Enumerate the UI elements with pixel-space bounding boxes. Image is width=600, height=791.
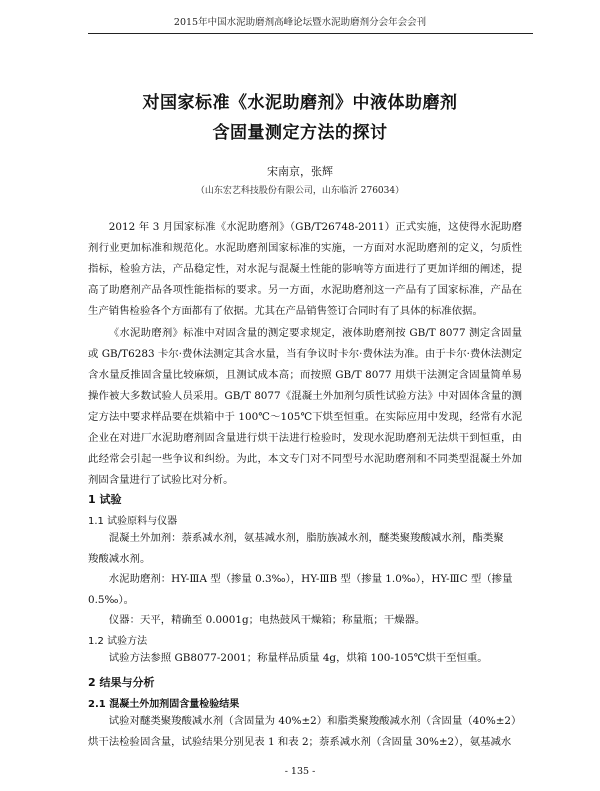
header-rule (88, 33, 533, 34)
paragraph-text: 《水泥助磨剂》标准中对固含量的测定要求规定，液体助磨剂按 GB/T 8077 测定含固量或 GB/T6283 卡尔·费休法测定其含水量，当有争议时卡尔·费休法为准。由于卡尔·费休法测定含水量反推固含量比较麻烦，且测试成本高；而按照 GB/T 8077 用烘干法测定含固量简单易操作被大多数试验人员采用。GB/T 8077《混凝土外加剂匀质性试验方法》中对固体含量的测定方法中要求样品要在烘箱中于 100℃～105℃下烘至恒重。在实际应用中发现，经常有水泥企业在对进厂水泥助磨剂固含量进行烘干法进行检验时，发现水泥助磨剂无法烘干到恒重，由此经常会引起一些争议和纠纷。为此，本文专门对不同型号水泥助磨剂和不同类型混凝土外加剂固含量进行了试验比对分析。 (88, 327, 522, 486)
grinding-aid-line-2: 0.5‰）。 (88, 594, 135, 606)
admixture-line-1: 混凝土外加剂：萘系减水剂，氨基减水剂，脂肪族减水剂，醚类聚羧酸减水剂，酯类聚 (108, 532, 504, 544)
intro-paragraph-2 (88, 323, 522, 491)
affiliation: （山东宏艺科技股份有限公司，山东临沂 276034） (195, 186, 405, 196)
authors: 宋南京，张辉 (267, 165, 333, 178)
result-line-1: 试验对醚类聚羧酸减水剂（含固量为 40%±2）和脂类聚羧酸减水剂（含固量（40%±2） (108, 715, 522, 727)
intro-paragraph-1 (88, 217, 522, 322)
paper-title-line-2: 含固量测定方法的探讨 (212, 123, 388, 143)
section-heading-2: 2 结果与分析 (88, 676, 155, 689)
result-line-2: 烘干法检验固含量，试验结果分别见表 1 和表 2；萘系减水剂（含固量 30%±2），氨基减水 (88, 736, 512, 748)
subsection-heading-2-1: 2.1 混凝土外加剂固含量检验结果 (88, 699, 240, 710)
subsection-heading-1-1: 1.1 试验原料与仪器 (88, 516, 178, 527)
instruments-line: 仪器：天平，精确至 0.0001g；电热鼓风干燥箱；称量瓶；干燥器。 (108, 614, 426, 626)
paper-title-line-1: 对国家标准《水泥助磨剂》中液体助磨剂 (142, 93, 458, 113)
subsection-heading-1-2: 1.2 试验方法 (88, 636, 148, 647)
section-heading-1: 1 试验 (88, 493, 122, 506)
paragraph-text: 2012 年 3 月国家标准《水泥助磨剂》（GB/T26748-2011）正式实施，这使得水泥助磨剂行业更加标准和规范化。水泥助磨剂国家标准的实施，一方面对水泥助磨剂的定义，匀质性指标，检验方法，产品稳定性，对水泥与混凝土性能的影响等方面进行了更加详细的阐述，提高了助磨剂产品各项性能指标的要求。另一方面，水泥助磨剂这一产品有了国家标准，产品在生产销售检验各个方面都有了依据。尤其在产品销售签订合同时有了具体的标准依据。 (88, 221, 522, 317)
grinding-aid-line-1: 水泥助磨剂：HY-ⅢA 型（掺量 0.3‰），HY-ⅢB 型（掺量 1.0‰），HY-ⅢC 型（掺量 (108, 573, 513, 585)
running-header: 2015年中国水泥助磨剂高峰论坛暨水泥助磨剂分会年会会刊 (173, 17, 427, 28)
method-line: 试验方法参照 GB8077-2001；称量样品质量 4g，烘箱 100-105℃烘干至恒重。 (108, 652, 488, 664)
admixture-line-2: 羧酸减水剂。 (88, 553, 151, 565)
page-number: - 135 - (284, 766, 316, 777)
